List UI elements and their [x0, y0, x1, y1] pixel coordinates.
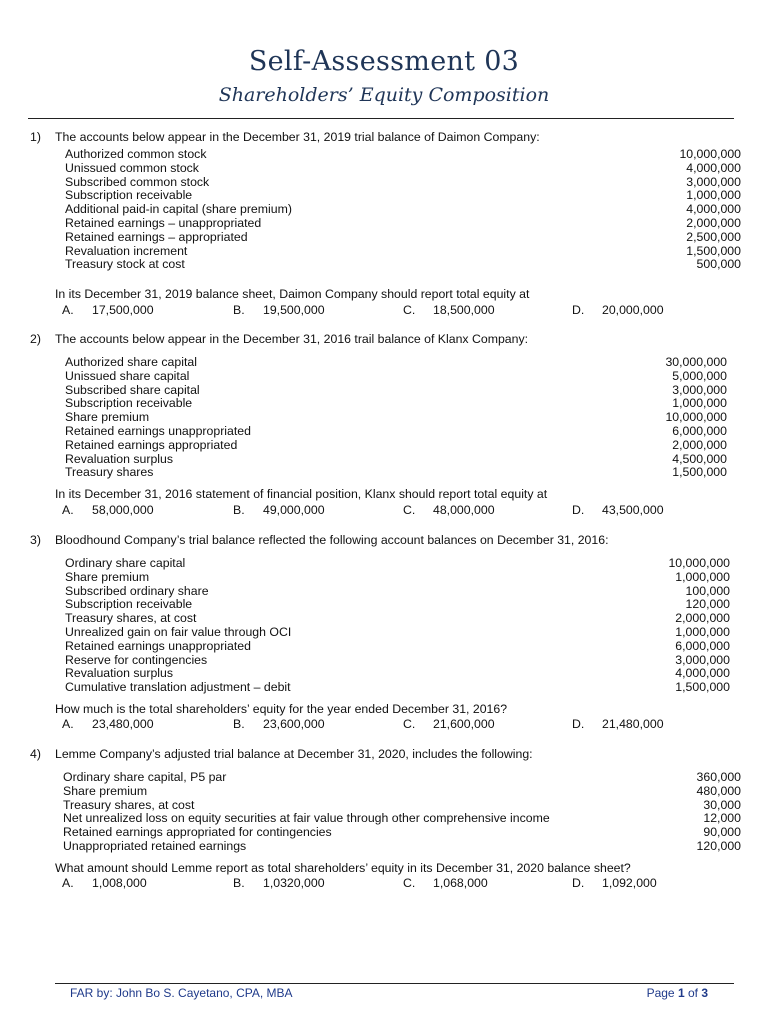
choice-d[interactable] — [572, 304, 664, 318]
account-name: Reserve for contingencies — [65, 652, 208, 667]
account-amount: 120,000 — [685, 597, 730, 612]
choice-value: 23,480,000 — [92, 717, 154, 731]
account-row — [0, 557, 768, 571]
account-amount: 10,000,000 — [668, 556, 730, 570]
choice-c[interactable] — [403, 504, 495, 518]
account-name: Share premium — [63, 783, 148, 798]
account-row — [0, 453, 768, 467]
choice-letter: B. — [233, 303, 245, 317]
question-prompt: In its December 31, 2016 statement of financial position, Klanx should report total equity at — [55, 487, 548, 501]
question-text — [30, 333, 528, 347]
choice-letter: C. — [403, 503, 416, 517]
account-row — [0, 799, 766, 813]
choice-value: 21,600,000 — [433, 717, 495, 731]
account-row — [0, 640, 768, 654]
question-text — [30, 748, 533, 762]
account-name: Retained earnings appropriated for contingencies — [63, 825, 332, 840]
account-amount: 5,000,000 — [672, 368, 727, 383]
choice-letter: B. — [233, 876, 245, 890]
account-row — [0, 681, 768, 695]
choice-b[interactable] — [233, 718, 325, 732]
answer-choices — [0, 304, 768, 318]
choice-value: 1,068,000 — [433, 876, 488, 890]
account-row — [0, 162, 768, 176]
account-row — [0, 466, 768, 480]
account-name: Subscribed common stock — [65, 174, 210, 189]
account-name: Additional paid-in capital (share premium) — [65, 202, 292, 217]
page-current: 1 — [677, 986, 685, 1000]
choice-a[interactable] — [62, 718, 154, 732]
account-amount: 120,000 — [696, 838, 741, 853]
answer-choices — [0, 877, 768, 891]
choice-b[interactable] — [233, 877, 325, 891]
answer-choices — [0, 504, 768, 518]
choice-letter: C. — [403, 303, 416, 317]
account-row — [0, 626, 768, 640]
account-amount: 1,000,000 — [672, 396, 727, 411]
choice-a[interactable] — [62, 304, 154, 318]
choice-letter: C. — [403, 717, 416, 731]
choice-value: 17,500,000 — [92, 303, 154, 317]
choice-value: 20,000,000 — [602, 303, 664, 317]
choice-d[interactable] — [572, 718, 664, 732]
choice-letter: A. — [62, 503, 74, 517]
account-amount: 480,000 — [696, 783, 741, 798]
choice-letter: B. — [233, 503, 245, 517]
account-name: Retained earnings – appropriated — [65, 229, 248, 244]
account-amount: 10,000,000 — [679, 147, 741, 161]
account-row — [0, 571, 768, 585]
page-of: of — [684, 986, 702, 1000]
page-total: 3 — [701, 986, 708, 1000]
account-name: Subscription receivable — [65, 396, 193, 411]
account-amount: 10,000,000 — [665, 410, 727, 425]
account-amount: 2,000,000 — [686, 215, 741, 230]
account-row — [0, 785, 766, 799]
account-row — [0, 654, 768, 668]
account-amount: 4,000,000 — [686, 160, 741, 175]
account-row — [0, 840, 766, 854]
account-amount: 4,500,000 — [672, 451, 727, 466]
choice-d[interactable] — [572, 504, 664, 518]
question-body: Bloodhound Company’s trial balance reflected the following account balances on December 31, 2016: — [55, 533, 609, 547]
account-name: Subscribed share capital — [65, 382, 200, 397]
question-text — [30, 131, 540, 145]
account-amount: 1,500,000 — [672, 465, 727, 480]
account-row — [0, 667, 768, 681]
choice-value: 1,092,000 — [602, 876, 657, 890]
account-name: Subscription receivable — [65, 188, 193, 203]
account-list — [0, 771, 766, 854]
account-row — [0, 148, 768, 162]
account-name: Treasury stock at cost — [65, 257, 185, 272]
account-amount: 2,000,000 — [675, 611, 730, 626]
choice-value: 49,000,000 — [263, 503, 325, 517]
question-prompt: In its December 31, 2019 balance sheet, Daimon Company should report total equity at — [55, 287, 530, 301]
account-amount: 12,000 — [703, 811, 741, 826]
account-name: Revaluation surplus — [65, 451, 174, 466]
question-number: 4) — [30, 747, 41, 761]
account-name: Unappropriated retained earnings — [63, 838, 247, 853]
choice-b[interactable] — [233, 304, 325, 318]
account-name: Treasury shares — [65, 465, 154, 480]
choice-letter: A. — [62, 717, 74, 731]
account-row — [0, 245, 768, 259]
account-name: Authorized share capital — [65, 355, 197, 369]
account-row — [0, 217, 768, 231]
page-indicator — [647, 986, 708, 1000]
choice-letter: D. — [572, 717, 585, 731]
choice-b[interactable] — [233, 504, 325, 518]
account-amount: 1,000,000 — [675, 624, 730, 639]
account-amount: 1,000,000 — [675, 569, 730, 584]
account-name: Ordinary share capital — [65, 556, 186, 570]
header-divider — [28, 118, 734, 119]
question-text — [30, 534, 609, 548]
page-title: Self-Assessment 03 — [248, 46, 520, 77]
choice-letter: D. — [572, 503, 585, 517]
question-body: Lemme Company’s adjusted trial balance at December 31, 2020, includes the following: — [55, 747, 533, 761]
account-amount: 4,000,000 — [686, 202, 741, 217]
account-amount: 1,000,000 — [686, 188, 741, 203]
question-body: The accounts below appear in the December 31, 2019 trial balance of Daimon Company: — [55, 130, 540, 144]
account-row — [0, 370, 768, 384]
account-row — [0, 176, 768, 190]
choice-value: 18,500,000 — [433, 303, 495, 317]
question-number: 3) — [30, 533, 41, 547]
choice-value: 48,000,000 — [433, 503, 495, 517]
account-row — [0, 425, 768, 439]
choice-c[interactable] — [403, 877, 488, 891]
account-name: Subscription receivable — [65, 597, 193, 612]
choice-value: 43,500,000 — [602, 503, 664, 517]
account-name: Retained earnings unappropriated — [65, 638, 251, 653]
choice-d[interactable] — [572, 877, 657, 891]
page-subtitle: Shareholders’ Equity Composition — [218, 84, 550, 106]
account-row — [0, 203, 768, 217]
account-list — [0, 557, 768, 695]
choice-letter: A. — [62, 876, 74, 890]
account-amount: 3,000,000 — [672, 382, 727, 397]
account-row — [0, 258, 768, 272]
account-amount: 2,500,000 — [686, 229, 741, 244]
footer-divider — [55, 983, 734, 984]
choice-letter: A. — [62, 303, 74, 317]
account-amount: 2,000,000 — [672, 437, 727, 452]
account-amount: 4,000,000 — [675, 666, 730, 681]
account-row — [0, 771, 766, 785]
question-prompt: What amount should Lemme report as total shareholders’ equity in its December 31, 2020 balance sheet? — [55, 861, 631, 875]
choice-letter: B. — [233, 717, 245, 731]
account-amount: 360,000 — [696, 770, 741, 784]
choice-value: 1,0320,000 — [263, 876, 325, 890]
account-list — [0, 356, 768, 480]
footer-author: FAR by: John Bo S. Cayetano, CPA, MBA — [70, 986, 293, 1000]
account-name: Subscribed ordinary share — [65, 583, 209, 598]
account-name: Share premium — [65, 410, 150, 425]
choice-c[interactable] — [403, 718, 495, 732]
account-name: Revaluation surplus — [65, 666, 174, 681]
account-row — [0, 384, 768, 398]
account-amount: 30,000 — [703, 797, 741, 812]
question-body: The accounts below appear in the December 31, 2016 trail balance of Klanx Company: — [55, 332, 529, 346]
question-prompt: How much is the total shareholders’ equity for the year ended December 31, 2016? — [55, 702, 508, 716]
question-number: 1) — [30, 130, 41, 144]
account-name: Ordinary share capital, P5 par — [63, 770, 227, 784]
choice-letter: D. — [572, 876, 585, 890]
account-row — [0, 356, 768, 370]
account-row — [0, 612, 768, 626]
account-list — [0, 148, 768, 272]
choice-letter: C. — [403, 876, 416, 890]
page-prefix: Page — [646, 986, 678, 1000]
account-row — [0, 397, 768, 411]
account-row — [0, 598, 768, 612]
account-name: Retained earnings unappropriated — [65, 423, 251, 438]
choice-value: 23,600,000 — [263, 717, 325, 731]
choice-value: 1,008,000 — [92, 876, 147, 890]
account-row — [0, 411, 768, 425]
choice-a[interactable] — [62, 877, 147, 891]
account-name: Authorized common stock — [65, 147, 207, 161]
account-name: Treasury shares, at cost — [63, 797, 195, 812]
account-row — [0, 585, 768, 599]
account-amount: 1,500,000 — [675, 680, 730, 695]
account-amount: 100,000 — [685, 583, 730, 598]
account-name: Treasury shares, at cost — [65, 611, 197, 626]
account-name: Share premium — [65, 569, 150, 584]
account-amount: 30,000,000 — [665, 355, 727, 369]
account-row — [0, 231, 768, 245]
account-amount: 6,000,000 — [675, 638, 730, 653]
answer-choices — [0, 718, 768, 732]
account-name: Cumulative translation adjustment – debit — [65, 680, 291, 695]
account-name: Unissued common stock — [65, 160, 199, 175]
account-name: Net unrealized loss on equity securities at fair value through other comprehensive income — [63, 811, 550, 826]
account-name: Unrealized gain on fair value through OCI — [65, 624, 292, 639]
choice-value: 21,480,000 — [602, 717, 664, 731]
account-amount: 6,000,000 — [672, 423, 727, 438]
choice-letter: D. — [572, 303, 585, 317]
choice-a[interactable] — [62, 504, 154, 518]
account-row — [0, 812, 766, 826]
account-name: Revaluation increment — [65, 243, 188, 258]
account-amount: 90,000 — [703, 825, 741, 840]
account-row — [0, 439, 768, 453]
account-name: Retained earnings – unappropriated — [65, 215, 262, 230]
account-amount: 3,000,000 — [686, 174, 741, 189]
account-row — [0, 189, 768, 203]
account-row — [0, 826, 766, 840]
account-amount: 1,500,000 — [686, 243, 741, 258]
account-name: Retained earnings appropriated — [65, 437, 238, 452]
choice-value: 19,500,000 — [263, 303, 325, 317]
account-name: Unissued share capital — [65, 368, 190, 383]
choice-value: 58,000,000 — [92, 503, 154, 517]
account-amount: 3,000,000 — [675, 652, 730, 667]
account-amount: 500,000 — [696, 257, 741, 272]
question-number: 2) — [30, 332, 41, 346]
choice-c[interactable] — [403, 304, 495, 318]
